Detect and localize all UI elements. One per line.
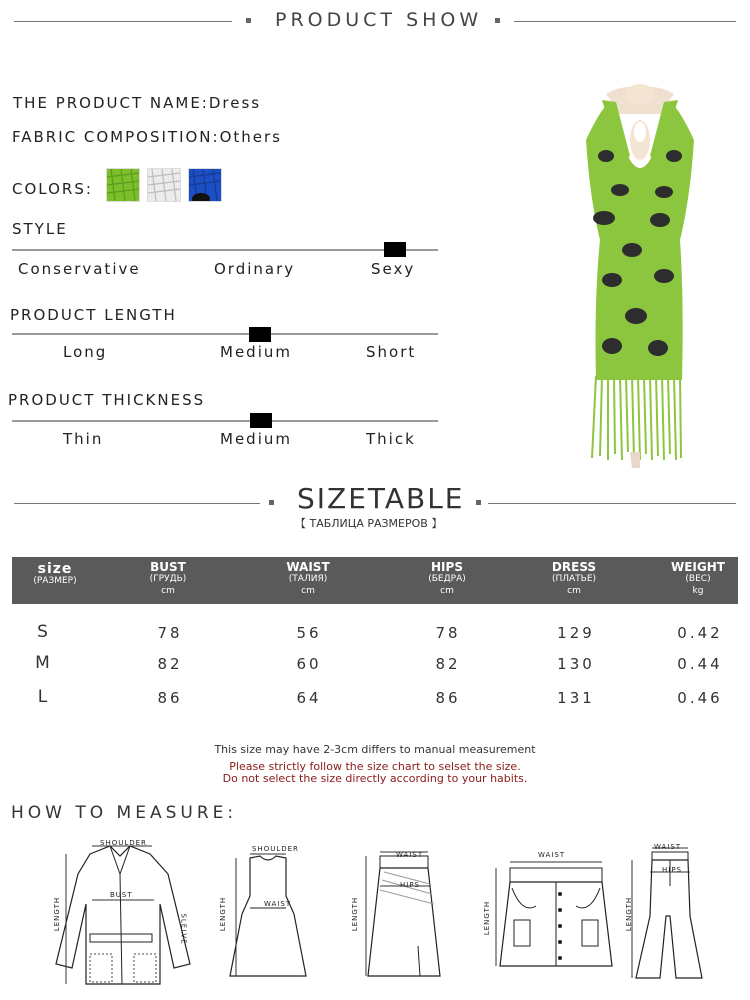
header-rule-right [514,21,736,22]
table-cell: 129 [557,624,595,642]
table-cell: 130 [557,655,595,673]
table-cell: 86 [157,689,183,707]
thickness-label-thin: Thin [63,430,104,448]
style-label-ordinary: Ordinary [214,260,296,278]
mini-skirt-diagram [490,858,620,973]
length-scale-marker [249,327,271,342]
table-cell: 82 [157,655,183,673]
table-cell: S [37,622,51,642]
label-shoulder-dress: SHOULDER [252,845,299,853]
table-cell: 64 [296,689,322,707]
note-follow-chart: Please strictly follow the size chart to selset the size. [229,760,521,773]
col-header-bust: BUST (ГРУДЬ) cm [149,560,187,596]
dress-diagram [228,850,308,985]
sizetable-dot-left [269,500,274,505]
color-swatch-blue[interactable] [188,168,222,202]
thickness-label-medium: Medium [220,430,292,448]
product-name: THE PRODUCT NAME:Dress [13,94,262,112]
label-waist-dress: WAIST [264,900,292,908]
page-title: PRODUCT SHOW [275,9,483,31]
length-scale-track [12,333,438,335]
table-cell: L [37,687,51,707]
col-header-size: size (РАЗМЕР) [33,561,77,586]
product-image [560,80,720,470]
fabric-composition: FABRIC COMPOSITION:Others [12,128,282,146]
header-rule-left [14,21,232,22]
note-habits: Do not select the size directly according to your habits. [222,772,528,785]
label-length-dress: LENGTH [219,896,228,932]
jacket-diagram [50,834,200,994]
length-title: PRODUCT LENGTH [10,306,177,324]
table-cell: 131 [557,689,595,707]
note-measurement: This size may have 2-3cm differs to manual measurement [214,743,536,756]
colors-label: COLORS: [12,180,93,198]
length-label-long: Long [63,343,108,361]
col-header-waist: WAIST (ТАЛИЯ) cm [286,560,330,596]
thickness-label-thick: Thick [366,430,416,448]
table-cell: 56 [296,624,322,642]
thickness-scale-marker [250,413,272,428]
label-length-pants: LENGTH [625,896,634,932]
label-bust: BUST [110,891,133,899]
label-sleeve: SLELVE [179,913,188,945]
label-length-jacket: LENGTH [53,896,62,932]
label-waist-pants: WAIST [654,843,682,851]
col-header-weight: WEIGHT (ВЕС) kg [671,560,725,596]
label-waist-skirt: WAIST [396,851,424,859]
how-to-measure-title: HOW TO MEASURE: [11,803,238,823]
table-cell: 78 [157,624,183,642]
label-length-mini: LENGTH [483,900,492,936]
length-label-short: Short [366,343,417,361]
table-cell: 60 [296,655,322,673]
color-swatch-white[interactable] [147,168,181,202]
table-cell: 0.44 [677,655,723,673]
label-hips-skirt: HIPS [400,881,420,889]
skirt-diagram [360,850,450,985]
style-title: STYLE [12,220,68,238]
sizetable-rule-right [488,503,736,504]
col-header-hips: HIPS (БЕДРА) cm [428,560,466,596]
color-swatch-green[interactable] [106,168,140,202]
length-label-medium: Medium [220,343,292,361]
table-cell: 78 [435,624,461,642]
thickness-title: PRODUCT THICKNESS [8,391,206,409]
label-waist-mini: WAIST [538,851,566,859]
sizetable-dot-right [476,500,481,505]
table-cell: M [35,653,53,673]
label-shoulder: SHOULDER [100,839,147,847]
style-label-sexy: Sexy [371,260,416,278]
table-cell: 0.46 [677,689,723,707]
style-scale-marker [384,242,406,257]
col-header-dress: DRESS (ПЛАТЬЕ) cm [551,560,597,596]
table-cell: 86 [435,689,461,707]
thickness-scale-track [12,420,438,422]
sizetable-rule-left [14,503,260,504]
label-hips-pants: HIPS [662,866,682,874]
sizetable-title: SIZETABLE [297,482,465,515]
style-scale-track [12,249,438,251]
size-table-header [12,557,738,604]
table-cell: 0.42 [677,624,723,642]
header-dot-left [246,18,251,23]
label-length-skirt: LENGTH [351,896,360,932]
sizetable-subtitle: 【 ТАБЛИЦА РАЗМЕРОВ 】 [295,517,443,530]
table-cell: 82 [435,655,461,673]
style-label-conservative: Conservative [18,260,141,278]
header-dot-right [495,18,500,23]
